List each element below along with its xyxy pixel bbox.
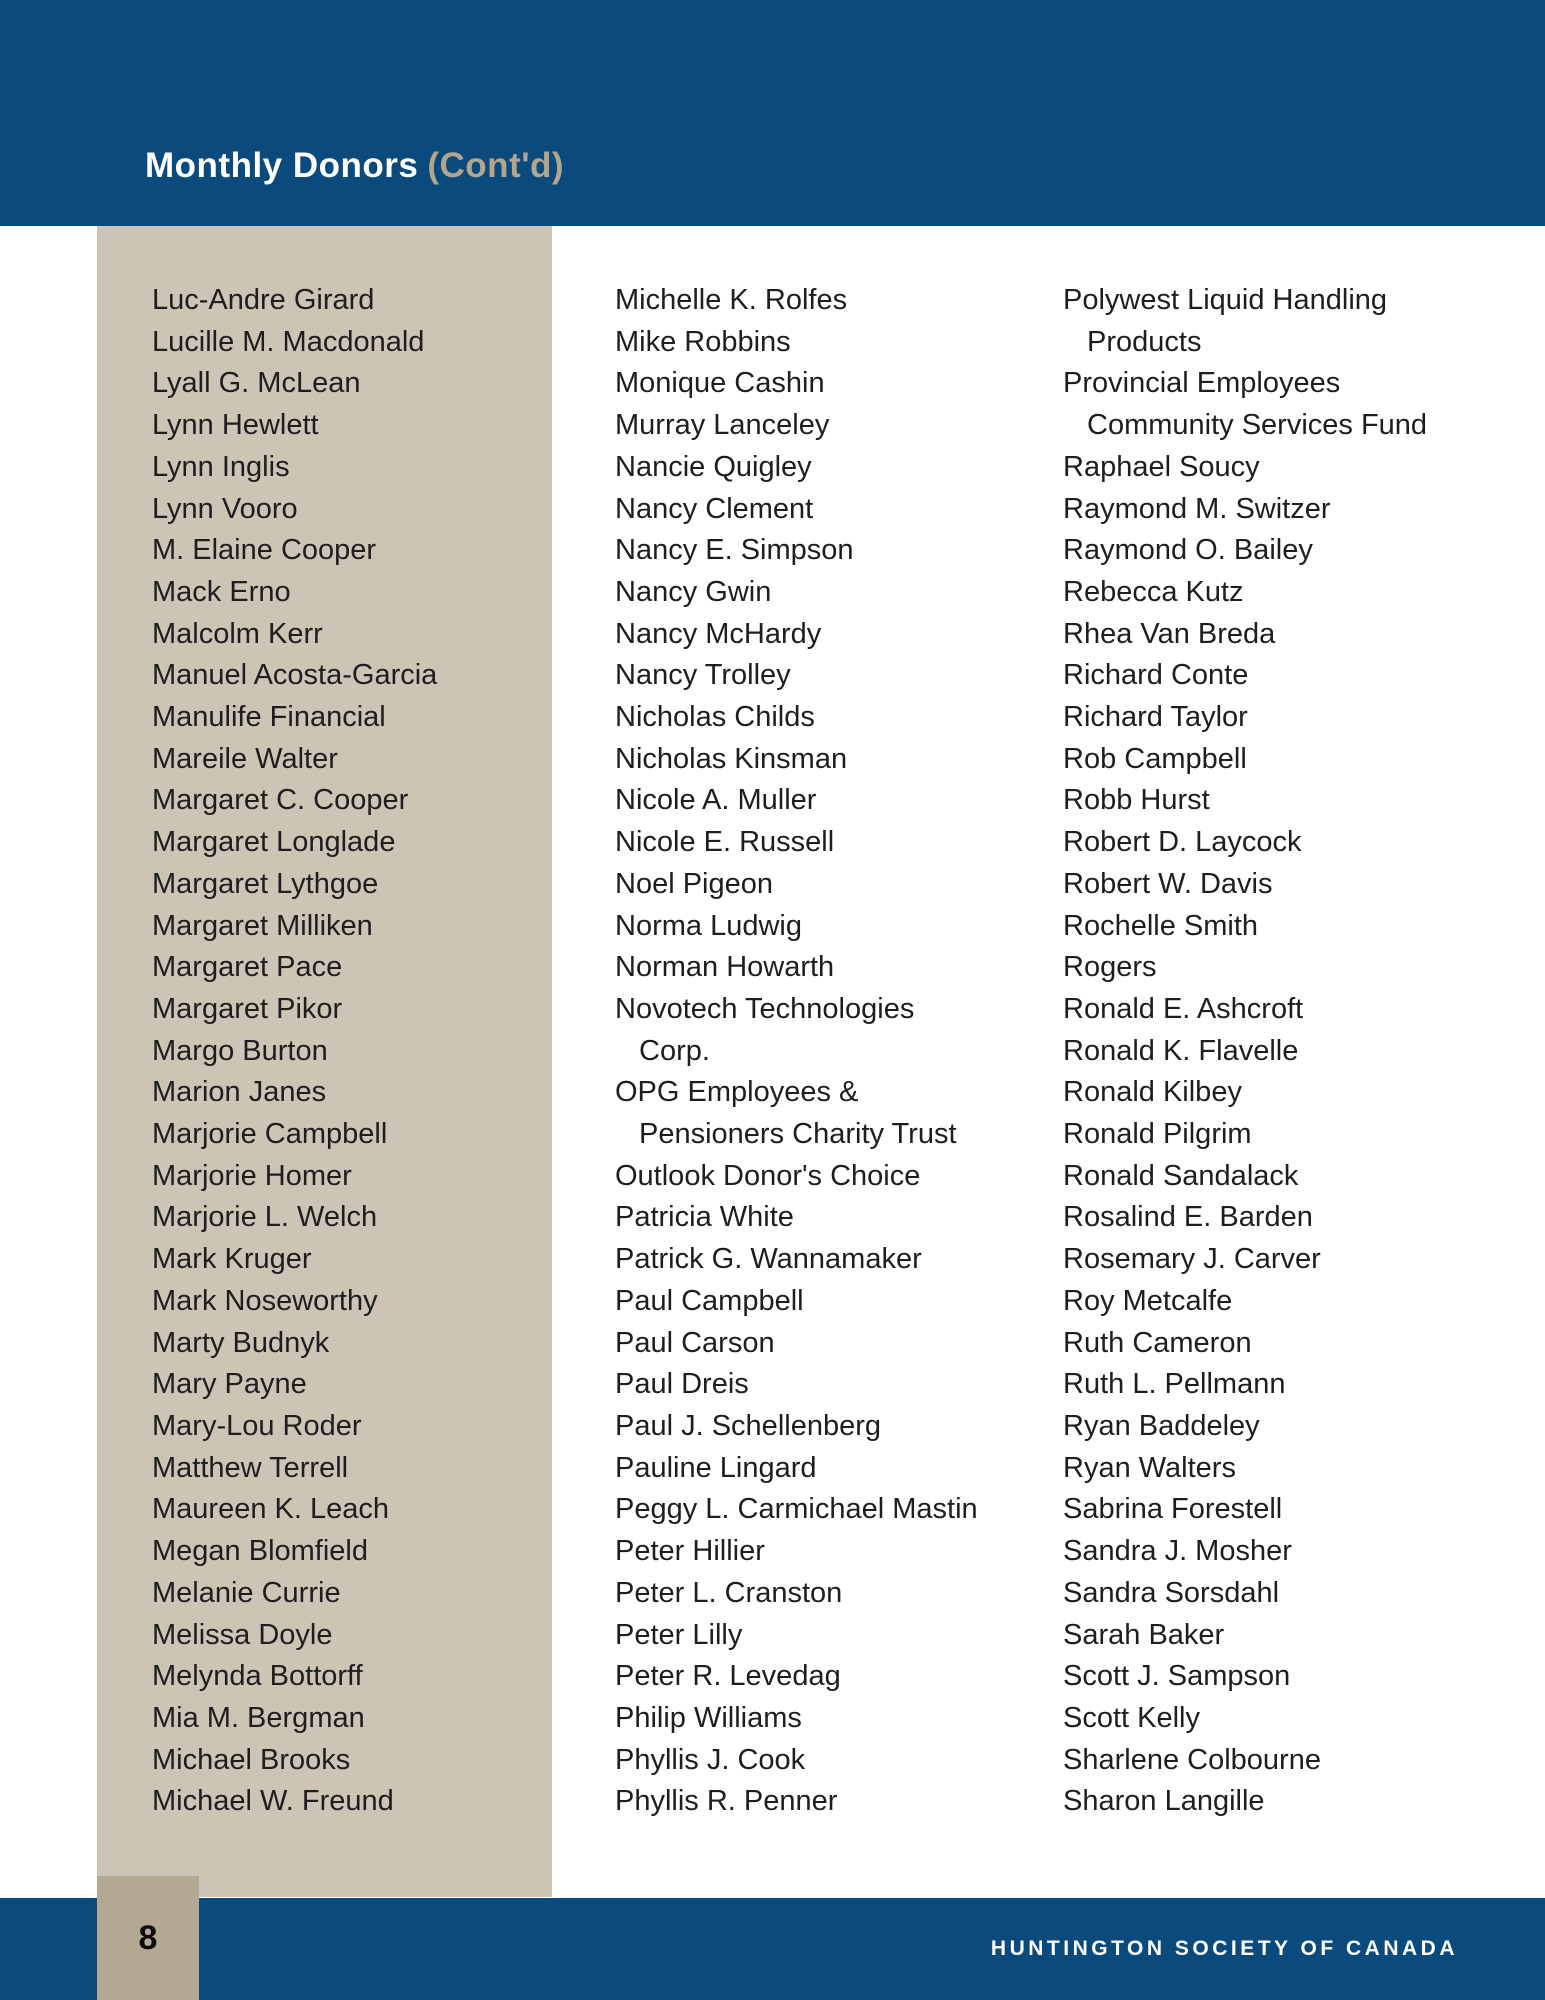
donor-line: Peter Lilly — [615, 1618, 743, 1651]
page-title-text: Monthly Donors — [145, 146, 419, 185]
donor-line: Products — [1087, 325, 1202, 358]
donor-line: Luc-Andre Girard — [152, 284, 375, 316]
donor-line: Ronald Kilbey — [1063, 1076, 1242, 1109]
donor-line: Ruth Cameron — [1063, 1326, 1252, 1359]
donor-line: Marjorie Homer — [152, 1159, 352, 1192]
donor-line: Mark Kruger — [152, 1243, 312, 1276]
donor-line: Peter Hillier — [615, 1535, 765, 1568]
donor-line: Robb Hurst — [1063, 784, 1210, 817]
donor-column — [1063, 280, 1427, 1823]
page-header — [0, 0, 1545, 226]
donor-line: Manuel Acosta-Garcia — [152, 659, 438, 692]
donor-line: Norman Howarth — [615, 951, 835, 984]
donor-line: Rhea Van Breda — [1063, 617, 1276, 650]
donor-line: Lyall G. McLean — [152, 367, 361, 400]
donor-line: Michelle K. Rolfes — [615, 284, 848, 316]
page-title-suffix: (Cont'd) — [427, 146, 565, 185]
donor-line: Norma Ludwig — [615, 909, 802, 942]
donor-line: Sandra J. Mosher — [1063, 1535, 1292, 1568]
donor-column — [152, 280, 437, 1823]
donor-line: Lynn Inglis — [152, 450, 290, 483]
donor-line: Polywest Liquid Handling — [1063, 284, 1388, 316]
donor-line: Nancy Gwin — [615, 575, 772, 608]
donor-line: Phyllis J. Cook — [615, 1743, 806, 1776]
donor-line: Paul Carson — [615, 1326, 775, 1359]
donor-line: Scott Kelly — [1063, 1701, 1200, 1734]
donor-line: Robert W. Davis — [1063, 867, 1273, 900]
page-number: 8 — [138, 1918, 158, 1957]
donor-line: Pauline Lingard — [615, 1451, 817, 1484]
donor-line: Marion Janes — [152, 1076, 327, 1109]
donor-line: Raphael Soucy — [1063, 450, 1260, 483]
donor-line: Pensioners Charity Trust — [639, 1118, 957, 1151]
page-footer — [0, 1898, 1545, 2000]
donor-line: Margaret Lythgoe — [152, 867, 379, 900]
page-number-block — [97, 1876, 199, 2000]
donor-line: Community Services Fund — [1087, 409, 1428, 442]
donor-line: Mark Noseworthy — [152, 1284, 378, 1317]
donor-line: Corp. — [639, 1034, 710, 1067]
donor-line: Paul J. Schellenberg — [615, 1409, 881, 1442]
donor-line: Mareile Walter — [152, 742, 338, 775]
donor-line: Patricia White — [615, 1201, 794, 1234]
donor-line: Nicole E. Russell — [615, 826, 835, 859]
donor-line: Mia M. Bergman — [152, 1701, 365, 1734]
donor-line: Raymond O. Bailey — [1063, 534, 1313, 567]
donor-line: Nancy Trolley — [615, 659, 791, 692]
donor-line: Rochelle Smith — [1063, 909, 1259, 942]
donor-line: Sharlene Colbourne — [1063, 1743, 1321, 1776]
donor-line: Mack Erno — [152, 575, 291, 608]
donor-line: Provincial Employees — [1063, 367, 1341, 400]
donor-line: Peggy L. Carmichael Mastin — [615, 1493, 978, 1526]
donor-line: Michael W. Freund — [152, 1785, 394, 1818]
donor-line: Megan Blomfield — [152, 1535, 368, 1568]
donor-line: Ronald Pilgrim — [1063, 1118, 1252, 1151]
donor-line: Nancie Quigley — [615, 450, 812, 483]
donor-line: Margaret Pace — [152, 951, 343, 984]
donor-line: M. Elaine Cooper — [152, 534, 377, 567]
donor-line: Margaret Longlade — [152, 826, 396, 859]
donor-line: Phyllis R. Penner — [615, 1785, 838, 1818]
donor-line: Philip Williams — [615, 1701, 802, 1734]
donor-line: Maureen K. Leach — [152, 1493, 389, 1526]
donor-line: Lynn Vooro — [152, 492, 298, 525]
donor-line: Robert D. Laycock — [1063, 826, 1302, 859]
donor-line: Nicole A. Muller — [615, 784, 817, 817]
donor-line: Paul Campbell — [615, 1284, 804, 1317]
page-title — [145, 146, 564, 186]
donor-line: Malcolm Kerr — [152, 617, 323, 650]
organization-name: HUNTINGTON SOCIETY OF CANADA — [990, 1937, 1458, 1960]
donor-line: Novotech Technologies — [615, 992, 915, 1025]
donor-line: Mike Robbins — [615, 325, 791, 358]
donor-line: Rob Campbell — [1063, 742, 1247, 775]
donor-line: Richard Conte — [1063, 659, 1249, 692]
donor-line: Murray Lanceley — [615, 409, 830, 442]
donor-line: Melynda Bottorff — [152, 1660, 363, 1693]
donor-line: Michael Brooks — [152, 1743, 351, 1776]
donor-line: Sarah Baker — [1063, 1618, 1225, 1651]
donor-line: Margaret Pikor — [152, 992, 343, 1025]
donor-line: Mary Payne — [152, 1368, 307, 1401]
donor-column — [615, 280, 978, 1823]
donor-line: OPG Employees & — [615, 1076, 859, 1109]
donor-line: Lucille M. Macdonald — [152, 325, 425, 358]
donor-line: Sharon Langille — [1063, 1785, 1265, 1818]
donor-line: Ronald K. Flavelle — [1063, 1034, 1299, 1067]
donor-line: Rebecca Kutz — [1063, 575, 1244, 608]
donor-line: Marty Budnyk — [152, 1326, 330, 1359]
donor-line: Rogers — [1063, 951, 1157, 984]
donor-line: Nancy E. Simpson — [615, 534, 854, 567]
donor-line: Roy Metcalfe — [1063, 1284, 1233, 1317]
donor-line: Mary-Lou Roder — [152, 1409, 362, 1442]
donor-line: Melissa Doyle — [152, 1618, 333, 1651]
donor-line: Nicholas Childs — [615, 701, 815, 734]
donor-line: Paul Dreis — [615, 1368, 749, 1401]
donor-line: Patrick G. Wannamaker — [615, 1243, 922, 1276]
donor-line: Peter R. Levedag — [615, 1660, 841, 1693]
donor-line: Nancy McHardy — [615, 617, 822, 650]
donor-line: Ruth L. Pellmann — [1063, 1368, 1286, 1401]
donor-line: Marjorie Campbell — [152, 1118, 388, 1151]
donor-line: Melanie Currie — [152, 1576, 341, 1609]
donor-line: Sandra Sorsdahl — [1063, 1576, 1280, 1609]
donor-line: Manulife Financial — [152, 701, 386, 734]
donor-line: Peter L. Cranston — [615, 1576, 843, 1609]
donor-line: Rosemary J. Carver — [1063, 1243, 1321, 1276]
donor-line: Matthew Terrell — [152, 1451, 349, 1484]
donor-line: Noel Pigeon — [615, 867, 773, 900]
donor-line: Raymond M. Switzer — [1063, 492, 1331, 525]
donor-line: Margaret Milliken — [152, 909, 373, 942]
donor-line: Ryan Baddeley — [1063, 1409, 1260, 1442]
donor-line: Outlook Donor's Choice — [615, 1159, 921, 1192]
donor-line: Marjorie L. Welch — [152, 1201, 378, 1234]
donor-line: Nicholas Kinsman — [615, 742, 848, 775]
donor-line: Rosalind E. Barden — [1063, 1201, 1313, 1234]
donor-line: Monique Cashin — [615, 367, 825, 400]
donor-line: Lynn Hewlett — [152, 409, 319, 442]
donor-line: Margaret C. Cooper — [152, 784, 409, 817]
donor-line: Scott J. Sampson — [1063, 1660, 1291, 1693]
donor-line: Ryan Walters — [1063, 1451, 1236, 1484]
donor-line: Ronald E. Ashcroft — [1063, 992, 1304, 1025]
donor-line: Nancy Clement — [615, 492, 814, 525]
donor-line: Sabrina Forestell — [1063, 1493, 1283, 1526]
donor-line: Margo Burton — [152, 1034, 328, 1067]
donor-line: Ronald Sandalack — [1063, 1159, 1299, 1192]
donor-line: Richard Taylor — [1063, 701, 1248, 734]
